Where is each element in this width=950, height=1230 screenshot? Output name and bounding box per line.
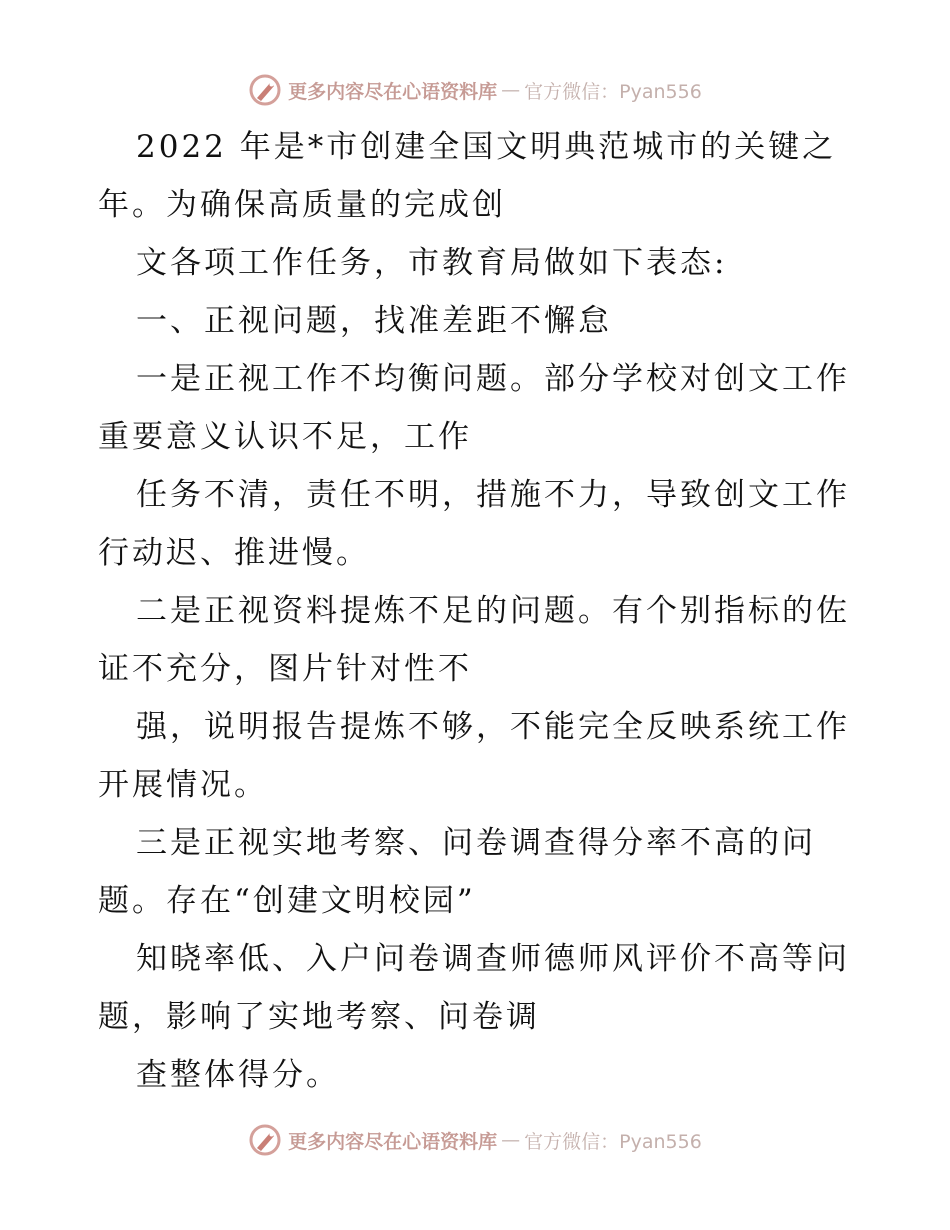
paragraph-line: 证不充分，图片针对性不 (98, 651, 472, 687)
paragraph-line: 题。存在“创建文明校园” (98, 883, 476, 919)
paragraph-line: 任务不清，责任不明，措施不力，导致创文工作 (136, 477, 850, 513)
paragraph-line: 2022 年是*市创建全国文明典范城市的关键之 (136, 129, 837, 165)
document-body (98, 118, 858, 1104)
paragraph-line: 一是正视工作不均衡问题。部分学校对创文工作 (136, 361, 850, 397)
section-heading: 一、正视问题，找准差距不懈怠 (136, 303, 612, 339)
pen-nib-seal-icon (248, 73, 282, 107)
watermark-footer (0, 1120, 950, 1160)
watermark-brand: 更多内容尽在心语资料库 (288, 80, 498, 103)
watermark-separator: — (501, 79, 521, 101)
paragraph-line: 文各项工作任务，市教育局做如下表态: (136, 245, 728, 281)
watermark-wechat: 官方微信：Pyan556 (524, 80, 702, 103)
paragraph-line: 年。为确保高质量的完成创 (98, 187, 506, 223)
watermark-header (0, 70, 950, 110)
pen-nib-seal-icon (248, 1123, 282, 1157)
paragraph-line: 开展情况。 (98, 767, 268, 803)
paragraph-line: 知晓率低、入户问卷调查师德师风评价不高等问 (136, 941, 850, 977)
paragraph-line: 重要意义认识不足，工作 (98, 419, 472, 455)
paragraph-line: 三是正视实地考察、问卷调查得分率不高的问 (136, 825, 816, 861)
paragraph-line: 查整体得分。 (136, 1057, 340, 1093)
paragraph-line: 题，影响了实地考察、问卷调 (98, 999, 540, 1035)
paragraph-line: 行动迟、推进慢。 (98, 535, 370, 571)
watermark-brand: 更多内容尽在心语资料库 (288, 1130, 498, 1153)
paragraph-line: 二是正视资料提炼不足的问题。有个别指标的佐 (136, 593, 850, 629)
paragraph-line: 强，说明报告提炼不够，不能完全反映系统工作 (136, 709, 850, 745)
watermark-wechat: 官方微信：Pyan556 (524, 1130, 702, 1153)
watermark-separator: — (501, 1129, 521, 1151)
